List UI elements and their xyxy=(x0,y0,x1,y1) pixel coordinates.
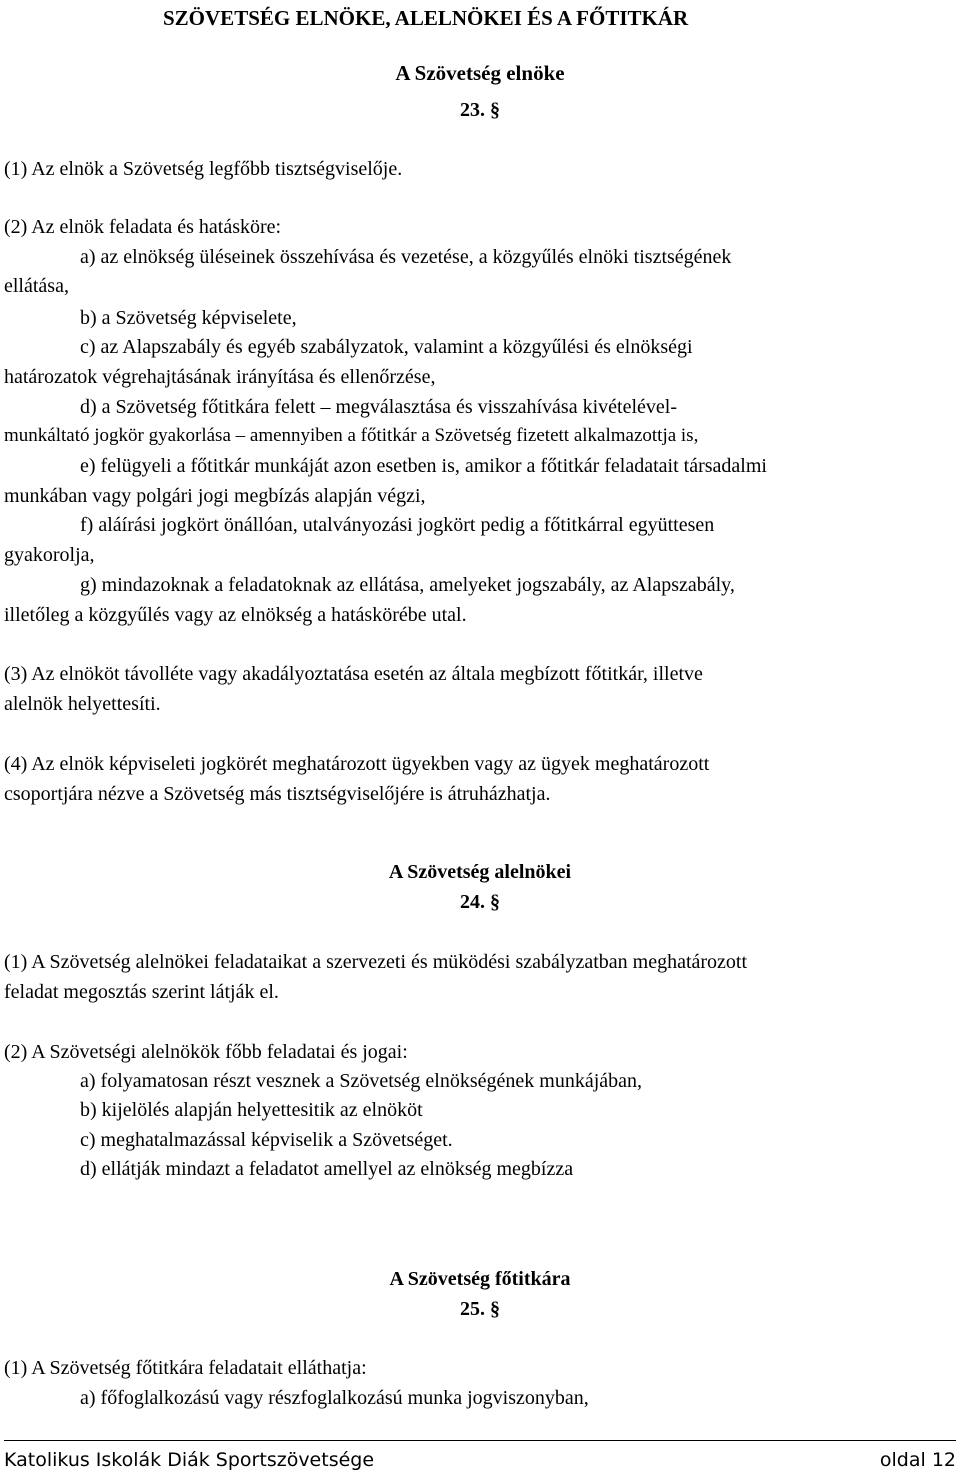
sec23-item-g-line1: g) mindazoknak a feladatoknak az ellátása, amelyeket jogszabály, az Alapszabály, xyxy=(80,574,735,596)
sec23-item-c-line1: c) az Alapszabály és egyéb szabályzatok, valamint a közgyűlési és elnökségi xyxy=(80,336,693,358)
sec23-paragraph-3-line2: alelnök helyettesíti. xyxy=(4,693,161,715)
sec23-paragraph-3-line1: (3) Az elnököt távolléte vagy akadályoztatása esetén az általa megbízott főtitkár, illetve xyxy=(4,663,703,685)
sec23-item-d-line1: d) a Szövetség főtitkára felett – megválasztása és visszahívása kivételével- xyxy=(80,396,677,418)
sec24-paragraph-2-intro: (2) A Szövetségi alelnökök főbb feladatai és jogai: xyxy=(4,1041,408,1063)
footer-page-number: oldal 12 xyxy=(879,1449,956,1471)
sec23-paragraph-4-line2: csoportjára nézve a Szövetség más tisztségviselőjére is átruházhatja. xyxy=(4,783,551,805)
chapter-title: SZÖVETSÉG ELNÖKE, ALELNÖKEI ÉS A FŐTITKÁR xyxy=(163,6,689,30)
page-footer xyxy=(4,1440,956,1475)
sec23-item-c-line2: határozatok végrehajtásának irányítása és ellenőrzése, xyxy=(4,366,436,388)
sec23-paragraph-2-intro: (2) Az elnök feladata és hatásköre: xyxy=(4,216,282,238)
sec24-item-d: d) ellátják mindazt a feladatot amellyel az elnökség megbízza xyxy=(80,1158,574,1180)
sec23-item-b: b) a Szövetség képviselete, xyxy=(80,307,297,329)
sec23-item-d-line2: munkáltató jogkör gyakorlása – amennyiben a főtitkár a Szövetség fizetett alkalmazottja is, xyxy=(4,425,699,446)
sec23-paragraph-1: (1) Az elnök a Szövetség legfőbb tisztségviselője. xyxy=(4,158,403,180)
sec23-item-f-line1: f) aláírási jogkört önállóan, utalványozási jogkört pedig a főtitkárral együttesen xyxy=(80,514,715,536)
sec23-item-f-line2: gyakorolja, xyxy=(4,544,95,566)
section-23-number: 23. § xyxy=(460,99,500,121)
sec24-item-a: a) folyamatosan részt vesznek a Szövetség elnökségének munkájában, xyxy=(80,1070,643,1092)
sec23-item-e-line1: e) felügyeli a főtitkár munkáját azon esetben is, amikor a főtitkár feladatait társadalmi xyxy=(80,455,767,477)
section-25-heading: A Szövetség főtitkára xyxy=(389,1268,571,1290)
sec24-paragraph-1-line2: feladat megosztás szerint látják el. xyxy=(4,981,279,1003)
footer-organization: Katolikus Iskolák Diák Sportszövetsége xyxy=(4,1449,375,1471)
sec25-item-a: a) főfoglalkozású vagy részfoglalkozású munka jogviszonyban, xyxy=(80,1387,589,1409)
sec23-item-a-line2: ellátása, xyxy=(4,275,69,297)
sec24-paragraph-1-line1: (1) A Szövetség alelnökei feladataikat a szervezeti és müködési szabályzatban meghatározott xyxy=(4,951,748,973)
sec23-paragraph-4-line1: (4) Az elnök képviseleti jogkörét meghatározott ügyekben vagy az ügyek meghatározott xyxy=(4,753,710,775)
sec23-item-e-line2: munkában vagy polgári jogi megbízás alapján végzi, xyxy=(4,485,426,507)
sec23-item-g-line2: illetőleg a közgyűlés vagy az elnökség a hatáskörébe utal. xyxy=(4,604,467,626)
sec24-item-c: c) meghatalmazással képviselik a Szövetséget. xyxy=(80,1129,453,1151)
section-24-number: 24. § xyxy=(460,891,500,913)
section-25-number: 25. § xyxy=(460,1298,500,1320)
section-24-heading: A Szövetség alelnökei xyxy=(388,861,572,883)
section-23-heading: A Szövetség elnöke xyxy=(395,61,565,85)
sec25-paragraph-1: (1) A Szövetség főtitkára feladatait elláthatja: xyxy=(4,1357,367,1379)
sec24-item-b: b) kijelölés alapján helyettesitik az elnököt xyxy=(80,1099,423,1121)
sec23-item-a-line1: a) az elnökség üléseinek összehívása és vezetése, a közgyűlés elnöki tisztségének xyxy=(80,246,732,268)
